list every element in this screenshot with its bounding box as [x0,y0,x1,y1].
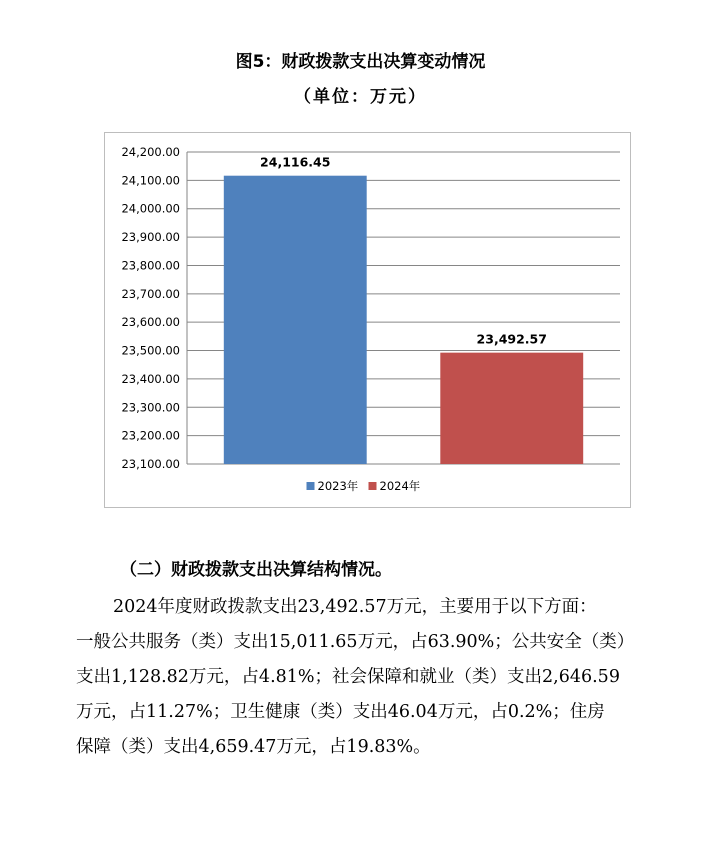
paragraph-line-1: 2024年度财政拨款支出23,492.57万元，主要用于以下方面： [113,597,597,617]
y-tick-label: 23,700.00 [121,286,180,301]
data-label: 23,492.57 [476,331,547,347]
figure-title: 图5：财政拨款支出决算变动情况 [235,52,486,72]
paragraph-line-2: 一般公共服务（类）支出15,011.65万元，占63.90%；公共安全（类） [76,632,635,652]
y-tick-label: 24,100.00 [121,173,180,188]
y-tick-label: 24,000.00 [121,201,180,216]
legend-entry: 2024年 [379,479,421,493]
y-tick-label: 23,400.00 [121,371,180,386]
legend-swatch [307,482,315,490]
section-paragraph [76,590,646,765]
legend-entry: 2023年 [317,479,359,493]
bar-2024年 [440,353,583,464]
figure-unit: （单位：万元） [294,87,427,107]
y-tick-label: 23,200.00 [121,428,180,443]
chart-canvas [105,133,632,509]
bar-chart [104,132,631,508]
paragraph-line-5: 保障（类）支出4,659.47万元，占19.83%。 [76,737,431,757]
y-tick-label: 24,200.00 [121,145,180,159]
legend-swatch [369,482,377,490]
paragraph-line-4: 万元，占11.27%；卫生健康（类）支出46.04万元，占0.2%；住房 [76,702,605,722]
y-tick-label: 23,500.00 [121,343,180,358]
bar-2023年 [224,176,367,464]
y-tick-label: 23,300.00 [121,400,180,415]
y-tick-label: 23,800.00 [121,258,180,273]
y-tick-label: 23,900.00 [121,230,180,245]
section-heading: （二）财政拨款支出决算结构情况。 [120,560,392,580]
paragraph-line-3: 支出1,128.82万元，占4.81%；社会保障和就业（类）支出2,646.59 [76,667,620,687]
y-tick-label: 23,100.00 [121,457,180,471]
y-tick-label: 23,600.00 [121,315,180,330]
data-label: 24,116.45 [260,154,331,170]
